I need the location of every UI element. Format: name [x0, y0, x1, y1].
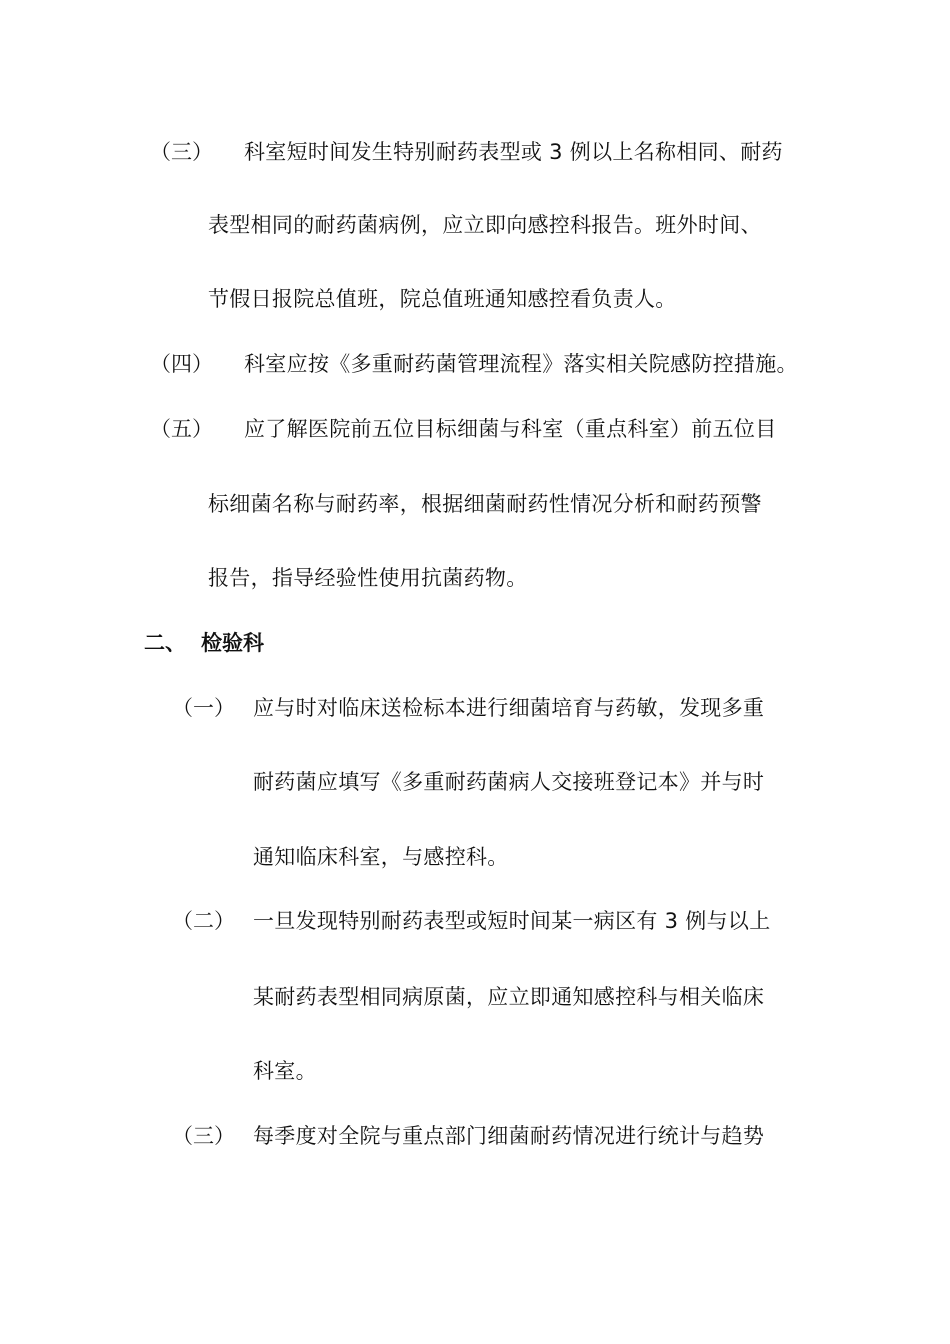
section-title: 检验科 [201, 631, 264, 655]
paragraph-line: 科室。 [253, 1059, 317, 1083]
paragraph-line: 每季度对全院与重点部门细菌耐药情况进行统计与趋势 [253, 1124, 765, 1148]
item-marker: （二） [172, 909, 235, 933]
item-marker: （三） [150, 140, 213, 164]
paragraph-line: 科室应按《多重耐药菌管理流程》落实相关院感防控措施。 [244, 352, 798, 376]
paragraph-line: 表型相同的耐药菌病例，应立即向感控科报告。班外时间、 [208, 213, 762, 237]
paragraph-line: 某耐药表型相同病原菌，应立即通知感控科与相关临床 [253, 985, 765, 1009]
paragraph-line: 节假日报院总值班，院总值班通知感控看负责人。 [208, 287, 677, 311]
paragraph-line: 标细菌名称与耐药率，根据细菌耐药性情况分析和耐药预警 [208, 492, 762, 516]
paragraph-line: 耐药菌应填写《多重耐药菌病人交接班登记本》并与时 [253, 770, 765, 794]
item-marker: （三） [172, 1124, 235, 1148]
paragraph-line: 通知临床科室，与感控科。 [253, 845, 509, 869]
item-marker: （五） [150, 417, 213, 441]
paragraph-line: 科室短时间发生特别耐药表型或 3 例以上名称相同、耐药 [244, 140, 783, 164]
paragraph-line: 应了解医院前五位目标细菌与科室（重点科室）前五位目 [244, 417, 777, 441]
paragraph-line: 应与时对临床送检标本进行细菌培育与药敏，发现多重 [253, 696, 765, 720]
item-marker: （四） [150, 352, 213, 376]
section-number: 二、 [144, 631, 186, 655]
item-marker: （一） [172, 696, 235, 720]
paragraph-line: 报告，指导经验性使用抗菌药物。 [208, 566, 528, 590]
paragraph-line: 一旦发现特别耐药表型或短时间某一病区有 3 例与以上 [253, 909, 771, 933]
